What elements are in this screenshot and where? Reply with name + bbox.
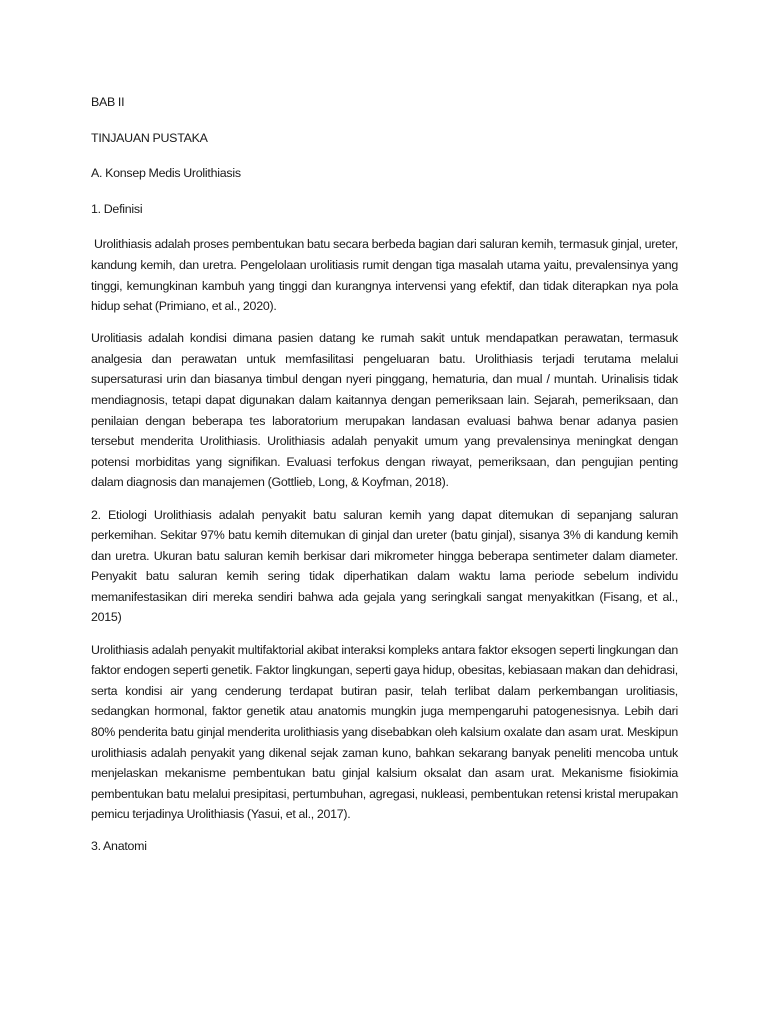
chapter-title: TINJAUAN PUSTAKA	[91, 130, 208, 145]
paragraph-multifaktorial: Urolithiasis adalah penyakit multifaktorial akibat interaksi kompleks antara faktor eksogen seperti lingkungan dan faktor endogen seperti genetik. Faktor lingkungan, seperti gaya hidup, obesitas, kebiasaan makan dan dehidrasi, serta kondisi air yang cenderung terdapat butiran pasir, telah terlibat dalam perkembangan urolitiasis, sedangkan hormonal, faktor genetik atau anatomis mungkin juga mempengaruhi patogenesisnya. Lebih dari 80% penderita batu ginjal menderita urolithiasis yang disebabkan oleh kalsium oxalate dan asam urat. Meskipun urolithiasis adalah penyakit yang dikenal sejak zaman kuno, bahkan sekarang banyak peneliti mencoba untuk menjelaskan mekanisme pembentukan batu ginjal kalsium oksalat dan asam urat. Mekanisme fisiokimia pembentukan batu melalui presipitasi, pertumbuhan, agregasi, nukleasi, pembentukan retensi kristal merupakan pemicu terjadinya Urolithiasis (Yasui, et al., 2017).	[91, 642, 678, 822]
chapter-label: BAB II	[91, 95, 125, 109]
paragraph-urolitiasis: Urolitiasis adalah kondisi dimana pasien datang ke rumah sakit untuk mendapatkan perawatan, termasuk analgesia dan perawatan untuk memfasilitasi pengeluaran batu. Urolithiasis terjadi terutama melalui supersaturasi urin dan biasanya timbul dengan nyeri pinggang, hematuria, dan mual / muntah. Urinalisis tidak mendiagnosis, tetapi dapat digunakan dalam kaitannya dengan pemeriksaan lain. Sejarah, pemeriksaan, dan penilaian dengan beberapa tes laboratorium merupakan landasan evaluasi bahwa benar adanya pasien tersebut menderita Urolithiasis. Urolithiasis adalah penyakit umum yang prevalensinya meningkat dengan potensi morbiditas yang signifikan. Evaluasi terfokus dengan riwayat, pemeriksaan, dan pengujian penting dalam diagnosis dan manajemen (Gottlieb, Long, & Koyfman, 2018).	[91, 331, 678, 490]
paragraph-etiologi: 2. Etiologi Urolithiasis adalah penyakit batu saluran kemih yang dapat ditemukan di sepanjang saluran perkemihan. Sekitar 97% batu kemih ditemukan di ginjal dan ureter (batu ginjal), sisanya 3% di kandung kemih dan uretra. Ukuran batu saluran kemih berkisar dari mikrometer hingga beberapa sentimeter dalam diameter. Penyakit batu saluran kemih sering tidak diperhatikan dalam waktu lama periode sebelum individu memanifestasikan diri mereka sendiri bahwa ada gejala yang seringkali sangat menyakitkan (Fisang, et al., 2015)	[91, 507, 678, 625]
subsection-heading-anatomi: 3. Anatomi	[91, 839, 147, 854]
section-heading: A. Konsep Medis Urolithiasis	[91, 166, 241, 181]
paragraph-definisi: Urolithiasis adalah proses pembentukan batu secara berbeda bagian dari saluran kemih, termasuk ginjal, ureter, kandung kemih, dan uretra. Pengelolaan urolitiasis rumit dengan tiga masalah utama yaitu, prevalensinya yang tinggi, kemungkinan kambuh yang tinggi dan kurangnya intervensi yang efektif, dan tidak diterapkan nya pola hidup sehat (Primiano, et al., 2020).	[91, 237, 681, 314]
document-page	[91, 92, 681, 872]
subsection-heading-definisi: 1. Definisi	[91, 201, 143, 216]
